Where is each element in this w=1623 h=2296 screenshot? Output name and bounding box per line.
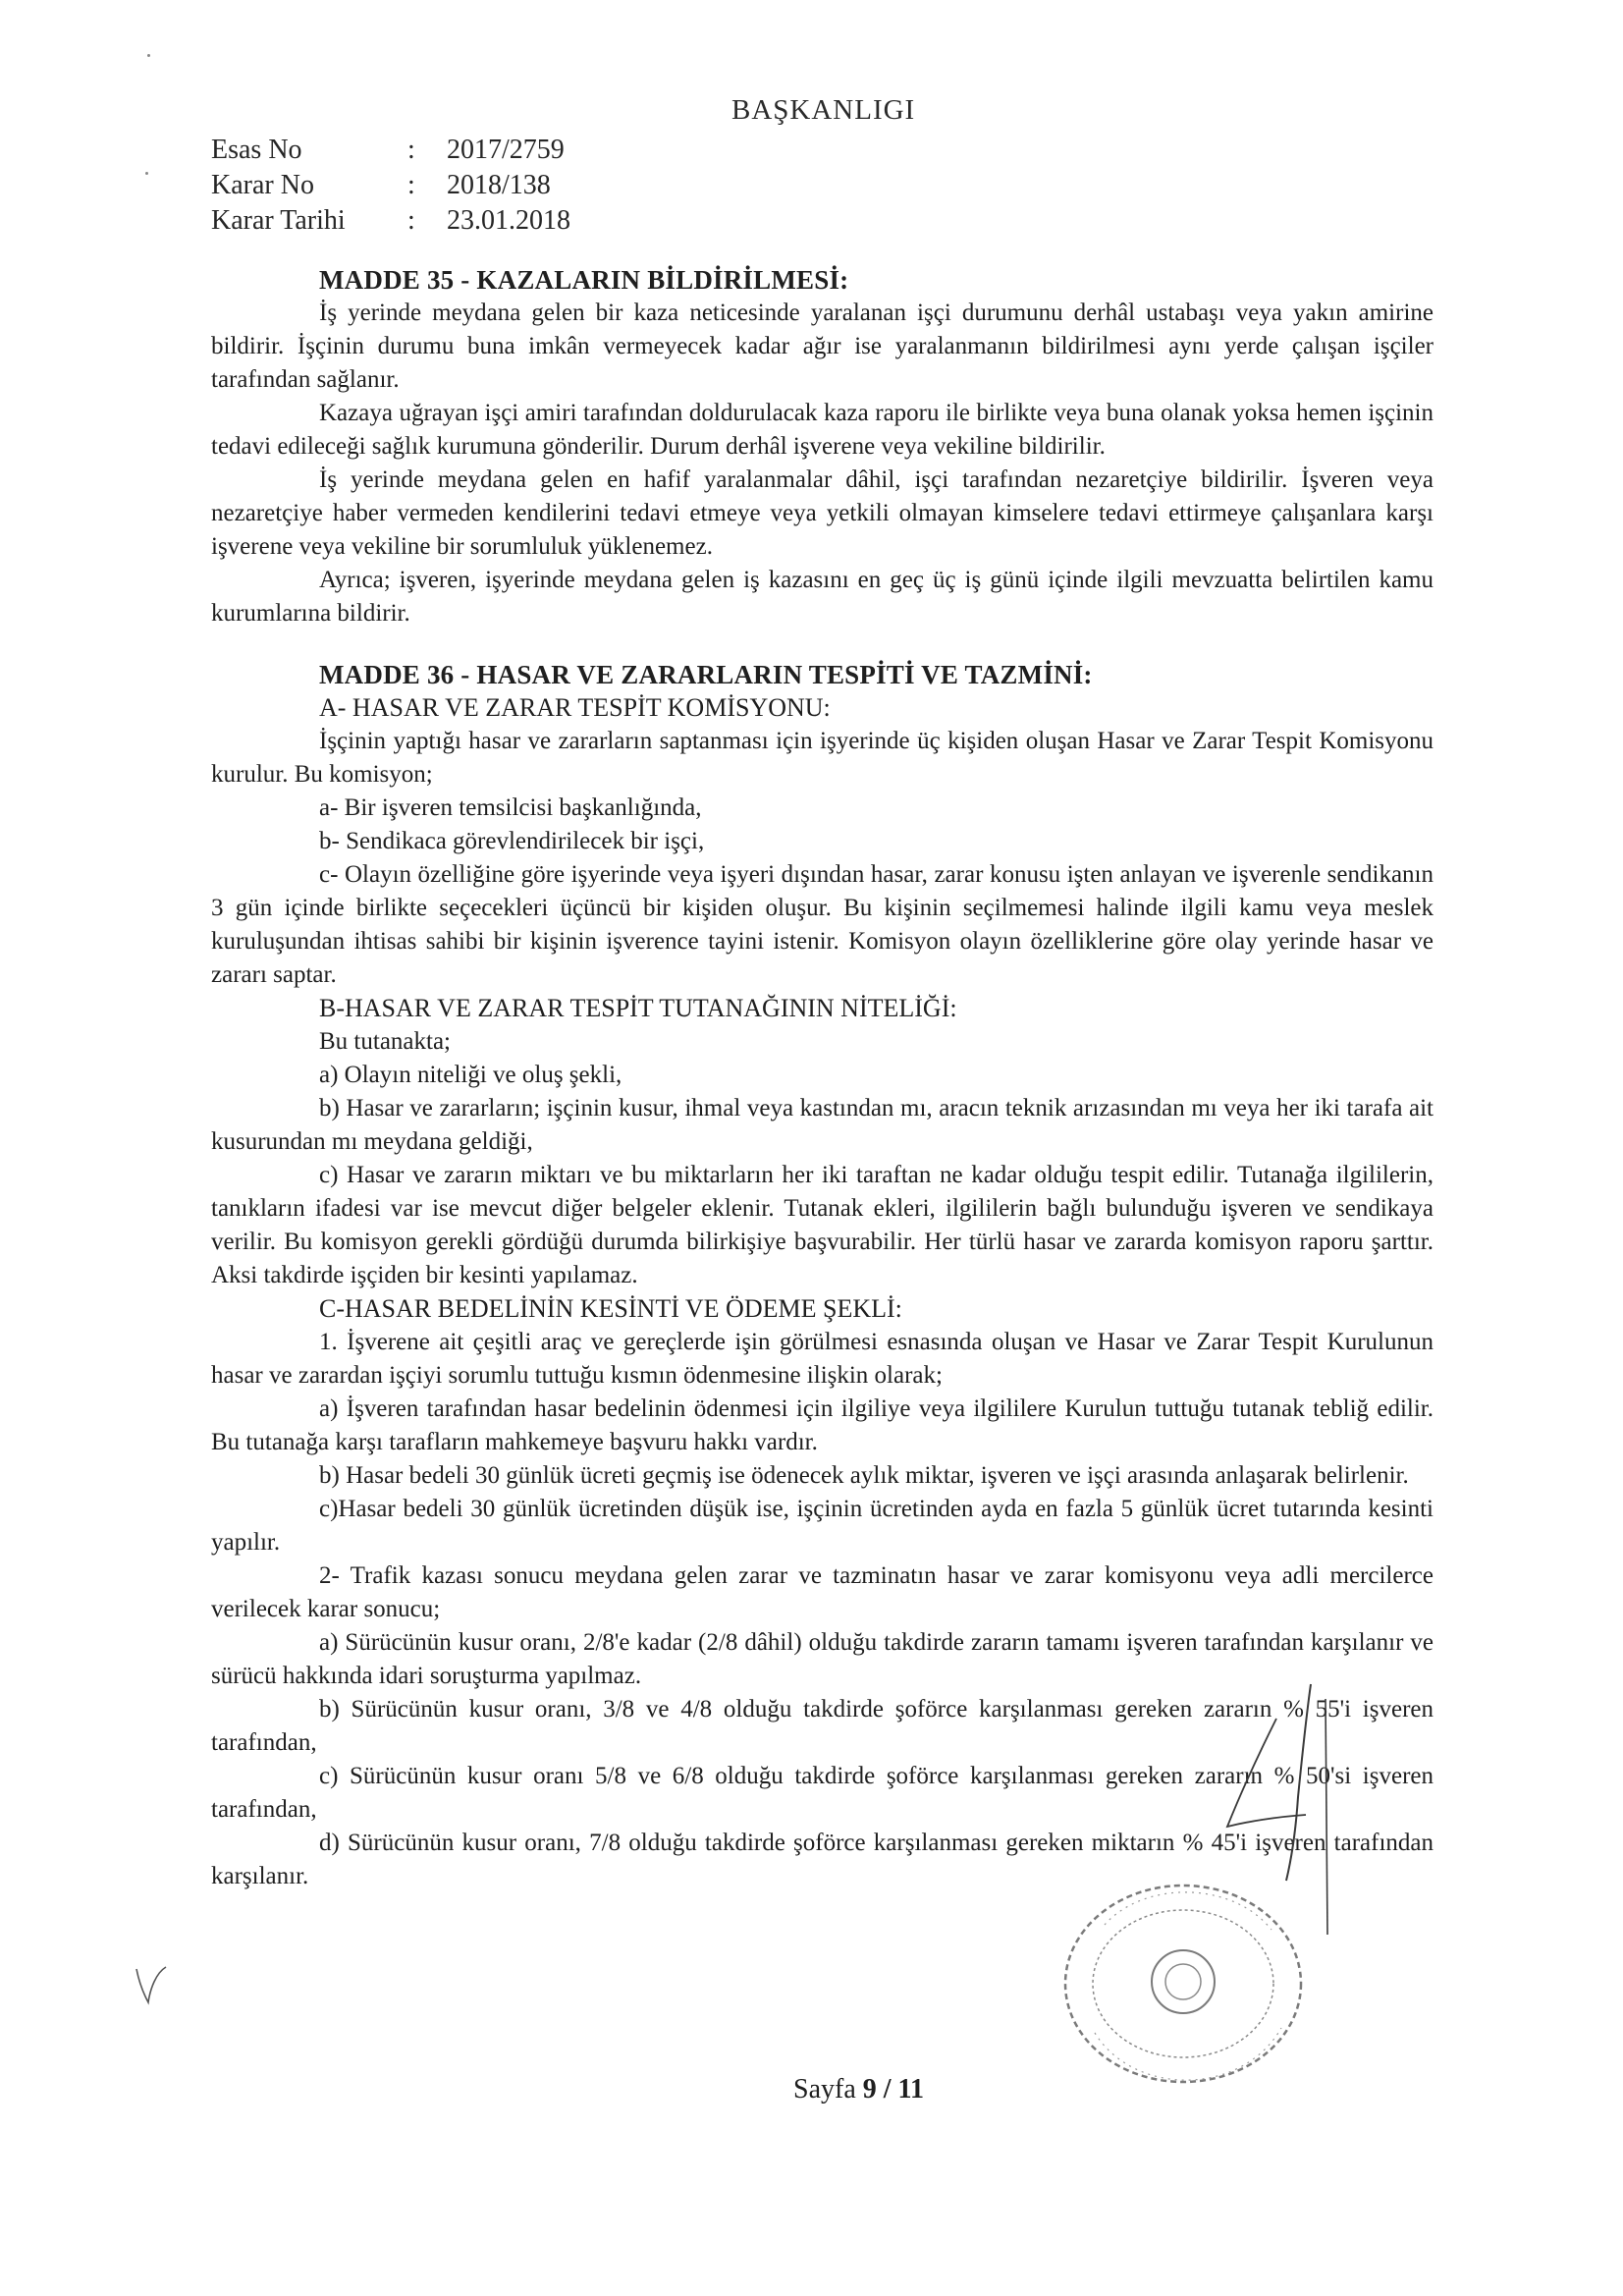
section-c-item: 1. İşverene ait çeşitli araç ve gereçlerde işin görülmesi esnasında oluşan ve Hasar ve Zarar Tespit Kurulunun hasar ve zarardan işçiyi sorumlu tuttuğu kısmın ödenmesine ilişkin olarak;	[211, 1329, 1434, 1389]
section-b-item: a) Olayın niteliği ve oluş şekli,	[319, 1062, 622, 1088]
article-35-paragraph: İş yerinde meydana gelen bir kaza neticesinde yaralanan işçi durumunu derhâl ustabaşı veya yakın amirine bildirir. İşçinin durumu buna imkân vermeyecek kadar ağır ise yaralanmanın bildirilmesi aynı yerde çalışan işçiler tarafından sağlanır.	[211, 300, 1434, 393]
section-c-item: 2- Trafik kazası sonucu meydana gelen zarar ve tazminatın hasar ve zarar komisyonu veya adli mercilerce verilecek karar sonucu;	[211, 1562, 1434, 1622]
meta-row-karar	[211, 168, 570, 203]
section-c-item: a) İşveren tarafından hasar bedelinin ödenmesi için ilgiliye veya ilgililere Kurulun tuttuğu tutanak tebliğ edilir. Bu tutanağa karşı tarafların mahkemeye başvuru hakkı vardır.	[211, 1395, 1434, 1455]
page-number-separator: /	[876, 2074, 898, 2105]
page-number	[793, 2074, 924, 2105]
scan-speck	[147, 54, 150, 57]
section-b-item: b) Hasar ve zararların; işçinin kusur, ihmal veya kastından mı, aracın teknik arızasından mı veya her iki tarafa ait kusurundan mı meydana geldiği,	[211, 1095, 1434, 1155]
case-meta	[211, 133, 570, 239]
section-c-title: C-HASAR BEDELİNİN KESİNTİ VE ÖDEME ŞEKLİ:	[319, 1294, 902, 1323]
section-a-item: c- Olayın özelliğine göre işyerinde veya işyeri dışından hasar, zarar konusu işten anlayan ve işverenle sendikanın 3 gün içinde birlikte seçecekleri üçüncü bir kişiden oluşur. Bu kişinin seçilmemesi halinde ilgili kamu veya meslek kuruluşundan ihtisas sahibi bir kişinin işverence tayini istenir. Komisyon olayın özelliklerine göre olay yerinde hasar ve zararı saptar.	[211, 861, 1434, 988]
section-b-title: B-HASAR VE ZARAR TESPİT TUTANAĞININ NİTELİĞİ:	[319, 994, 957, 1022]
article-35-heading: MADDE 35 - KAZALARIN BİLDİRİLMESİ:	[319, 265, 849, 295]
section-c-item: c) Sürücünün kusur oranı 5/8 ve 6/8 olduğu takdirde şoförce karşılanması gereken zararın % 50'si işveren tarafından,	[211, 1763, 1434, 1823]
meta-value: 23.01.2018	[447, 205, 570, 236]
section-b-intro: Bu tutanakta;	[319, 1028, 451, 1055]
article-35-paragraph: Kazaya uğrayan işçi amiri tarafından doldurulacak kaza raporu ile birlikte veya buna olanak yoksa hemen işçinin tedavi edileceği sağlık kurumuna gönderilir. Durum derhâl işverene veya vekiline bildirilir.	[211, 400, 1434, 460]
scan-speck	[145, 172, 148, 175]
page-number-total: 11	[897, 2074, 925, 2105]
meta-separator: :	[407, 170, 415, 200]
meta-separator: :	[407, 205, 415, 236]
document-body	[211, 263, 1434, 1893]
article-35-paragraph: Ayrıca; işveren, işyerinde meydana gelen iş kazasını en geç üç iş günü içinde ilgili mevzuatta belirtilen kamu kurumlarına bildirir.	[211, 567, 1434, 627]
meta-row-tarih	[211, 203, 570, 239]
section-a-title: A- HASAR VE ZARAR TESPİT KOMİSYONU:	[319, 693, 831, 722]
section-c-item: a) Sürücünün kusur oranı, 2/8'e kadar (2/8 dâhil) olduğu takdirde zararın tamamı işveren tarafından karşılanır ve sürücü hakkında idari soruşturma yapılmaz.	[211, 1629, 1434, 1689]
section-a-item: b- Sendikaca görevlendirilecek bir işçi,	[319, 828, 705, 854]
page-number-prefix: Sayfa	[793, 2074, 863, 2105]
article-36-heading: MADDE 36 - HASAR VE ZARARLARIN TESPİTİ VE TAZMİNİ:	[319, 660, 1093, 689]
meta-separator: :	[407, 135, 415, 165]
section-a-item: a- Bir işveren temsilcisi başkanlığında,	[319, 794, 702, 821]
meta-label: Karar Tarihi	[211, 205, 346, 236]
section-c-item: b) Sürücünün kusur oranı, 3/8 ve 4/8 olduğu takdirde şoförce karşılanması gereken zararın % 55'i işveren tarafından,	[211, 1696, 1434, 1756]
section-c-item: b) Hasar bedeli 30 günlük ücreti geçmiş ise ödenecek aylık miktar, işveren ve işçi arasında anlaşarak belirlenir.	[319, 1462, 1409, 1489]
institution-header: BAŞKANLIGI	[731, 94, 916, 126]
meta-row-esas	[211, 133, 570, 168]
page-number-current: 9	[862, 2074, 877, 2105]
official-stamp	[1036, 1866, 1321, 2111]
meta-label: Karar No	[211, 170, 314, 200]
section-b-item: c) Hasar ve zararın miktarı ve bu miktarların her iki taraftan ne kadar olduğu tespit edilir. Tutanağa ilgililerin, tanıkların ifadesi var ise mevcut diğer belgeler eklenir. Tutanak ekleri, ilgililerin bağlı bulunduğu işveren ve sendikaya verilir. Bu komisyon gerekli gördüğü durumda bilirkişiye başvurabilir. Her türlü hasar ve zararda komisyon raporu şarttır. Aksi takdirde işçiden bir kesinti yapılamaz.	[211, 1162, 1434, 1288]
margin-mark-icon	[133, 1959, 172, 2008]
section-a-intro: İşçinin yaptığı hasar ve zararların saptanması için işyerinde üç kişiden oluşan Hasar ve Zarar Tespit Komisyonu kurulur. Bu komisyon;	[211, 728, 1434, 788]
article-35-paragraph: İş yerinde meydana gelen en hafif yaralanmalar dâhil, işçi tarafından nezaretçiye bildirilir. İşveren veya nezaretçiye haber vermeden kendilerini tedavi etmeye veya yetkili olmayan kimselere tedavi ettirmeye çalışanlara karşı işverene veya vekiline bir sorumluluk yüklenemez.	[211, 466, 1434, 560]
meta-value: 2018/138	[447, 170, 551, 200]
section-c-item: c)Hasar bedeli 30 günlük ücretinden düşük ise, işçinin ücretinden ayda en fazla 5 günlük ücret tutarında kesinti yapılır.	[211, 1496, 1434, 1556]
meta-label: Esas No	[211, 135, 302, 165]
section-c-item: d) Sürücünün kusur oranı, 7/8 olduğu takdirde şoförce karşılanması gereken miktarın % 45'i işveren tarafından karşılanır.	[211, 1830, 1434, 1889]
meta-value: 2017/2759	[447, 135, 565, 165]
